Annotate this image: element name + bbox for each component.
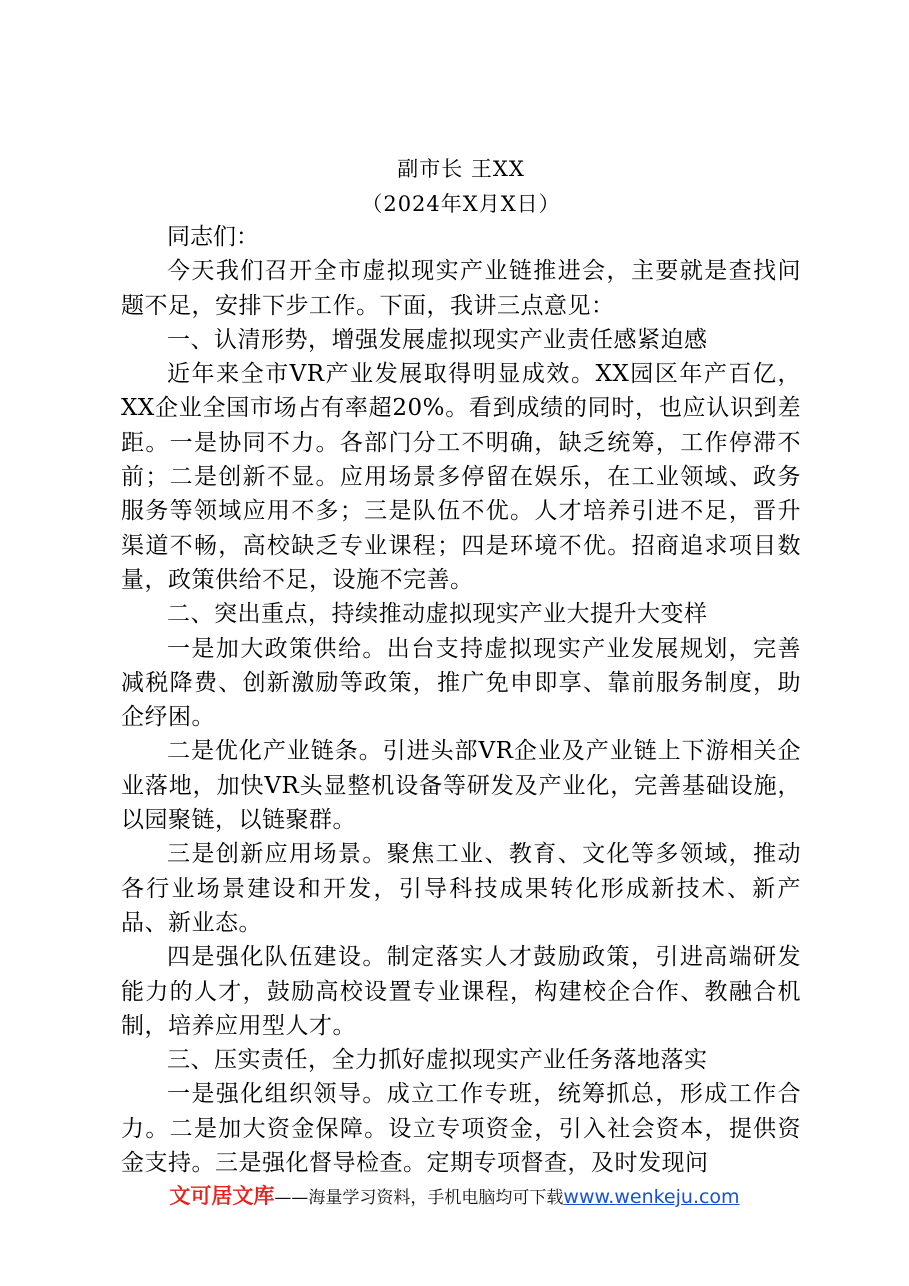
salutation: 同志们： [167, 224, 259, 250]
section-1-paragraph: 近年来全市VR产业发展取得明显成效。XX园区年产百亿，XX企业全国市场占有率超20%。看到成绩的同时，也应认识到差距。一是协同不力。各部门分工不明确，缺乏统筹，工作停滞不前；二是创新不显。应用场景多停留在娱乐，在工业领域、政务服务等领域应用不多；三是队伍不优。人才培养引进不足，晋升渠道不畅，高校缺乏专业课程；四是环境不优。招商追求项目数量，政策供给不足，设施不完善。 [121, 361, 801, 593]
footer-banner [0, 1182, 909, 1212]
section-2-paragraph-3: 三是创新应用场景。聚焦工业、教育、文化等多领域，推动各行业场景建设和开发，引导科技成果转化形成新技术、新产品、新业态。 [121, 841, 801, 936]
section-2-paragraph-1: 一是加大政策供给。出台支持虚拟现实产业发展规划，完善减税降费、创新激励等政策，推广免申即享、靠前服务制度，助企纾困。 [121, 635, 801, 731]
speaker-line: 副市长 王XX [397, 157, 525, 181]
intro-paragraph: 今天我们召开全市虚拟现实产业链推进会，主要就是查找问题不足，安排下步工作。下面，我讲三点意见： [121, 258, 801, 319]
section-2-paragraph-2: 二是优化产业链条。引进头部VR企业及产业链上下游相关企业落地，加快VR头显整机设备等研发及产业化，完善基础设施，以园聚链，以链聚群。 [121, 738, 801, 834]
section-3-paragraph: 一是强化组织领导。成立工作专班，统筹抓总，形成工作合力。二是加大资金保障。设立专项资金，引入社会资本，提供资金支持。三是强化督导检查。定期专项督查，及时发现问 [121, 1081, 801, 1177]
footer-site-link[interactable]: www.wenkeju.com [563, 1186, 740, 1208]
speech-body [121, 150, 801, 1180]
footer-brand: 文可居文库 [169, 1184, 275, 1208]
section-1-heading: 一、认清形势，增强发展虚拟现实产业责任感紧迫感 [167, 326, 708, 353]
speech-date: （2024年X月X日） [361, 192, 561, 216]
section-2-paragraph-4: 四是强化队伍建设。制定落实人才鼓励政策，引进高端研发能力的人才，鼓励高校设置专业课程，构建校企合作、教融合机制，培养应用型人才。 [121, 944, 801, 1039]
section-2-heading: 二、突出重点，持续推动虚拟现实产业大提升大变样 [167, 601, 708, 628]
footer-slogan: ——海量学习资料，手机电脑均可下载 [274, 1188, 564, 1208]
section-3-heading: 三、压实责任，全力抓好虚拟现实产业任务落地落实 [167, 1047, 708, 1074]
